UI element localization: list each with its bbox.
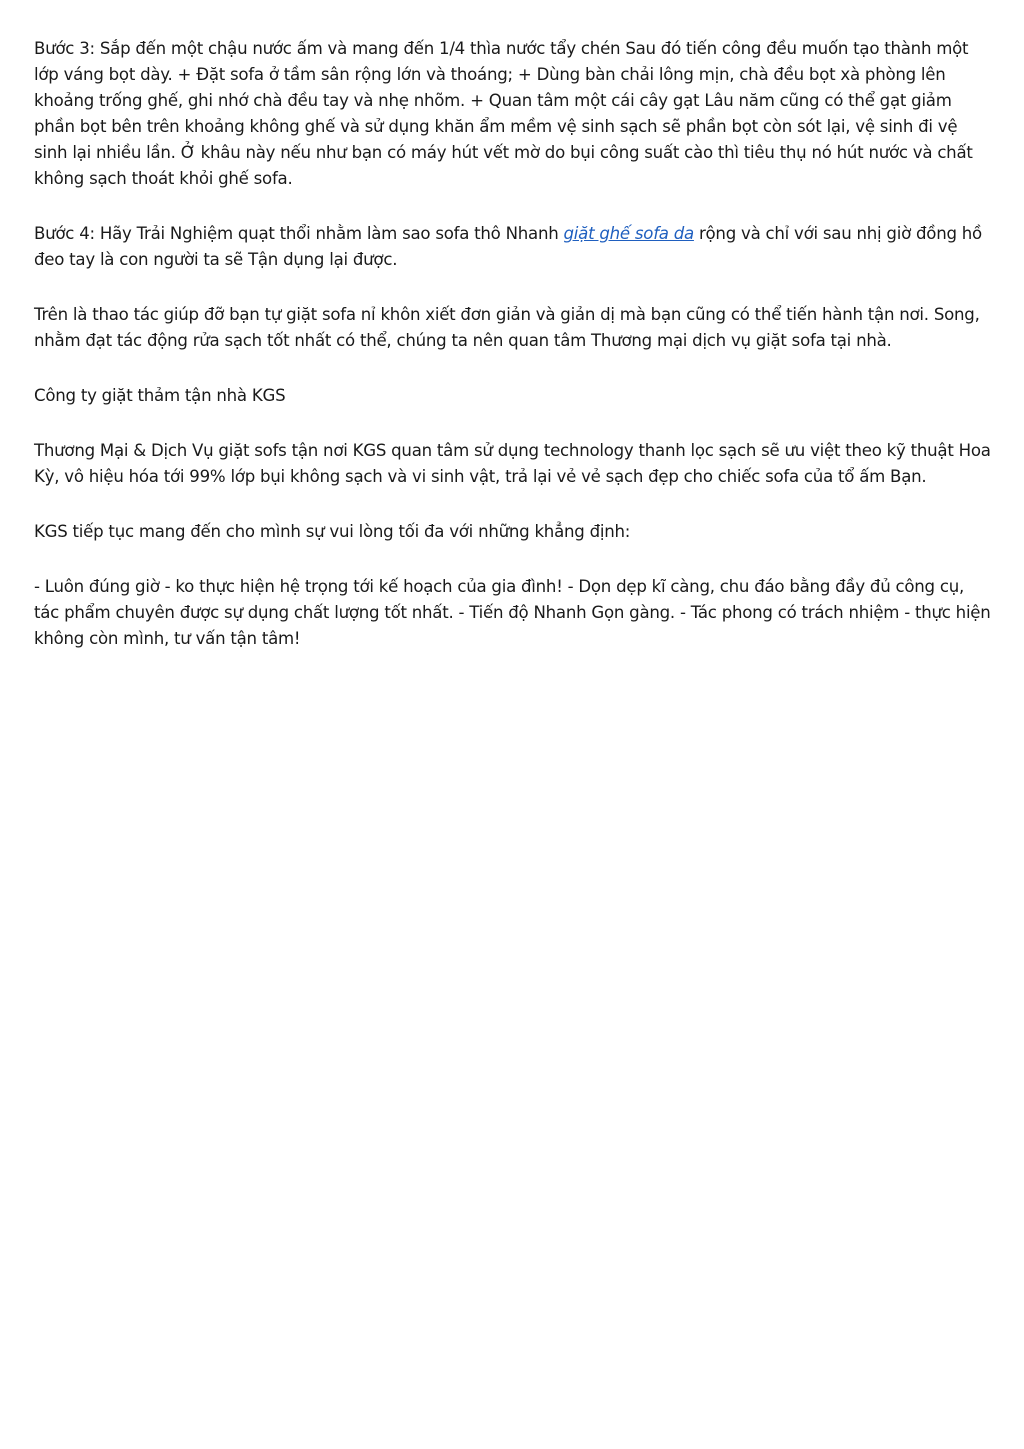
paragraph-service-description: Thương Mại & Dịch Vụ giặt sofs tận nơi KGS quan tâm sử dụng technology thanh lọc sạch sẽ ưu việt theo kỹ thuật Hoa Kỳ, vô hiệu hóa tới 99% lớp bụi không sạch và vi sinh vật, trả lại vẻ vẻ sạch đẹp cho chiếc sofa của tổ ấm Bạn. <box>34 441 991 486</box>
step-4-text-after: rộng và chỉ với sau nhị giờ đồng hồ đeo tay là con người ta sẽ Tận dụng lại được. <box>34 224 982 269</box>
paragraph-step-3: Bước 3: Sắp đến một chậu nước ấm và mang đến 1/4 thìa nước tẩy chén Sau đó tiến công đều muốn tạo thành một lớp váng bọt dày. + Đặt sofa ở tầm sân rộng lớn và thoáng; + Dùng bàn chải lông mịn, chà đều bọt xà phòng lên khoảng trống ghế, ghi nhớ chà đều tay và nhẹ nhõm. + Quan tâm một cái cây gạt Lâu năm cũng có thể gạt giảm phần bọt bên trên khoảng không ghế và sử dụng khăn ẩm mềm vệ sinh sạch sẽ phần bọt còn sót lại, vệ sinh đi vệ sinh lại nhiều lần. Ở khâu này nếu như bạn có máy hút vết mờ do bụi công suất cào thì tiêu thụ nó hút nước và chất không sạch thoát khỏi ghế sofa. <box>34 39 973 188</box>
sofa-leather-cleaning-link[interactable]: giặt ghế sofa da <box>563 224 694 243</box>
paragraph-company-heading: Công ty giặt thảm tận nhà KGS <box>34 386 286 405</box>
document-body <box>34 36 992 681</box>
paragraph-commitment-intro: KGS tiếp tục mang đến cho mình sự vui lòng tối đa với những khẳng định: <box>34 522 631 541</box>
paragraph-summary: Trên là thao tác giúp đỡ bạn tự giặt sofa nỉ khôn xiết đơn giản và giản dị mà bạn cũng có thể tiến hành tận nơi. Song, nhằm đạt tác động rửa sạch tốt nhất có thể, chúng ta nên quan tâm Thương mại dịch vụ giặt sofa tại nhà. <box>34 305 980 350</box>
paragraph-step-4 <box>34 221 992 273</box>
paragraph-commitment-list: - Luôn đúng giờ - ko thực hiện hệ trọng tới kế hoạch của gia đình! - Dọn dẹp kĩ càng, chu đáo bằng đầy đủ công cụ, tác phẩm chuyên được sự dụng chất lượng tốt nhất. - Tiến độ Nhanh Gọn gàng. - Tác phong có trách nhiệm - thực hiện không còn mình, tư vấn tận tâm! <box>34 577 991 648</box>
step-4-text-before: Bước 4: Hãy Trải Nghiệm quạt thổi nhằm làm sao sofa thô Nhanh <box>34 224 564 243</box>
